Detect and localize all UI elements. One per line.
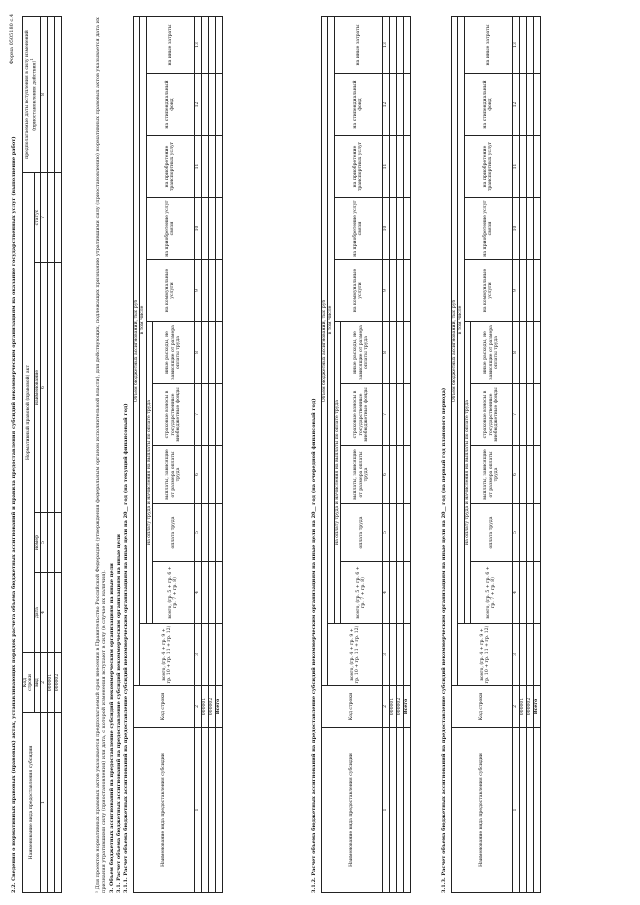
col-4: всего, (гр. 5 + гр. 6 + гр. 7 + гр. 8) (470, 562, 512, 624)
col-date: дата (34, 572, 40, 652)
col-6: выплаты, зависящие от размера оплаты труда (340, 446, 382, 504)
col-5: оплата труда (340, 504, 382, 562)
column-numbers-row: 1 2 4 5 6 7 8 (40, 16, 47, 892)
col-title: наименование (34, 262, 40, 512)
col-10: на приобретение услуг связи (146, 198, 194, 260)
col-name: Наименование вида предоставления субсидии (134, 728, 195, 893)
including: в том числе (328, 16, 334, 623)
col-name: Наименование вида предоставления субсидии (452, 728, 513, 893)
col-12: на стипендиальный фонд (146, 74, 194, 136)
col-9: на коммунальные услуги (334, 260, 382, 322)
col-7: страховые взносы в государственные внебюджетные фонды (152, 384, 194, 446)
col-name: Наименование вида предоставления субсидии (322, 728, 383, 893)
col-4: всего, (гр. 5 + гр. 6 + гр. 7 + гр. 8) (152, 562, 194, 624)
table-row: 000001 (389, 16, 396, 892)
col-period: предполагаемые даты вступления в силу изменений (приостановления действия)$^1$ (23, 16, 41, 172)
col-8: иные расходы, не зависящие от размера оплаты труда (340, 322, 382, 384)
total-row: Всего (403, 16, 410, 892)
col-5: оплата труда (470, 504, 512, 562)
col-10: на приобретение услуг связи (334, 198, 382, 260)
col-11: на приобретение транспортных услуг (146, 136, 194, 198)
col-9: на коммунальные услуги (146, 260, 194, 322)
table-row: 000002 (208, 16, 215, 892)
total-head: Объем бюджетных ассигнований, тыс руб (134, 16, 140, 685)
col-npa: Нормативный правовой (правовой) акт (23, 172, 35, 652)
col-11: на приобретение транспортных услуг (334, 136, 382, 198)
col-name: Наименование вида предоставления субсидии (23, 713, 41, 893)
col-total-all: всего, (гр. 4 + гр. 9 + гр. 10 + гр. 11 + гр. 12) (140, 624, 195, 686)
table-row: 000002 (54, 16, 61, 892)
col-vid: вид (34, 652, 40, 712)
col-12: на стипендиальный фонд (464, 74, 512, 136)
including: в том числе (458, 16, 464, 623)
col-13: на иные затраты (334, 16, 382, 73)
col-5: оплата труда (152, 504, 194, 562)
col-13: на иные затраты (464, 16, 512, 73)
calc-table-3-1-1 (133, 16, 223, 893)
col-9: на коммунальные услуги (464, 260, 512, 322)
calc-table-3-1-2 (321, 16, 411, 893)
footnote: ¹ Для проектов нормативных правовых актов указывается предполагаемый срок внесения в Правительство Российской Федерации (утверждения федеральным органом исполнительной власти), для действующих, подлежащих признанию утратившими силу (приостановлению) нормативных правовых актов указывается дата их признания утратившими силу (приостановления) или дата, с которой изменения вступают в силу (в случае их наличия). (95, 17, 107, 893)
col-10: на приобретение услуг связи (464, 198, 512, 260)
col-8: иные расходы, не зависящие от размера оплаты труда (152, 322, 194, 384)
section-3-1-title: 3.1. Расчет объема бюджетных ассигнований на предоставление субсидий некоммерческим организациям на иные цели (116, 534, 122, 893)
section-3-1-2-title: 3.1.2. Расчет объема бюджетных ассигнований на предоставление субсидий некоммерческим организациям на иные цели на 20__ год (на очередной финансовый год) (311, 398, 317, 893)
col-number: номер (34, 512, 40, 572)
col-code: Код строки (23, 652, 35, 712)
col-code: Код строки (322, 686, 383, 728)
wage-head: на оплату труда и начисления на выплаты по оплате труда (334, 322, 340, 624)
total-row: Всего (215, 16, 222, 892)
wage-head: на оплату труда и начисления на выплаты по оплате труда (146, 322, 152, 624)
total-row: Всего (533, 16, 540, 892)
normative-acts-table (22, 16, 62, 893)
col-8: иные расходы, не зависящие от размера оплаты труда (470, 322, 512, 384)
table-row: 000002 (396, 16, 403, 892)
form-id: Форма 0505180 с.4 (9, 14, 15, 65)
table-row: 000002 (526, 16, 533, 892)
col-7: страховые взносы в государственные внебюджетные фонды (340, 384, 382, 446)
total-head: Объем бюджетных ассигнований, тыс руб (322, 16, 328, 685)
section-3-1-1-title: 3.1.1. Расчет объема бюджетных ассигнований на предоставление субсидий некоммерческим организациям на иные цели на 20__ год (на текущий финансовый год) (123, 403, 129, 893)
col-4: всего, (гр. 5 + гр. 6 + гр. 7 + гр. 8) (340, 562, 382, 624)
section-3-title: 3. Объем бюджетных ассигнований на предоставление субсидий некоммерческим организациям на иные цели (109, 563, 115, 893)
section-2-2-title: 2.2. Сведения о нормативных правовых (правовых) актах, устанавливающих порядок расчета объема бюджетных ассигнований и правила предоставления субсидий некоммерческим организациям на оказание государственных услуг (выполнение работ) (11, 136, 17, 893)
col-total-all: всего, (гр. 4 + гр. 9 + гр. 10 + гр. 11 + гр. 12) (328, 624, 383, 686)
table-row: 000001 (519, 16, 526, 892)
col-code: Код строки (134, 686, 195, 728)
column-numbers-row: 1 2 3 4 5 6 7 8 9 10 11 12 13 (382, 16, 389, 892)
column-numbers-row: 1 2 3 4 5 6 7 8 9 10 11 12 13 (194, 16, 201, 892)
col-13: на иные затраты (146, 16, 194, 73)
including: в том числе (140, 16, 146, 623)
section-3-1-3-title: 3.1.3. Расчет объема бюджетных ассигнований на предоставление субсидий некоммерческим организациям на иные цели на 20__ год (на первый год планового периода) (441, 387, 447, 893)
calc-table-3-1-3 (451, 16, 541, 893)
col-6: выплаты, зависящие от размера оплаты труда (470, 446, 512, 504)
table-row: 000001 (47, 16, 54, 892)
column-numbers-row: 1 2 3 4 5 6 7 8 9 10 11 12 13 (512, 16, 519, 892)
col-7: страховые взносы в государственные внебюджетные фонды (470, 384, 512, 446)
col-status: статус (34, 172, 40, 262)
total-head: Объем бюджетных ассигнований, тыс руб (452, 16, 458, 685)
wage-head: на оплату труда и начисления на выплаты по оплате труда (464, 322, 470, 624)
col-total-all: всего, (гр. 4 + гр. 9 + гр. 10 + гр. 11 + гр. 12) (458, 624, 513, 686)
table-row: 000001 (201, 16, 208, 892)
col-11: на приобретение транспортных услуг (464, 136, 512, 198)
col-code: Код строки (452, 686, 513, 728)
col-6: выплаты, зависящие от размера оплаты труда (152, 446, 194, 504)
col-12: на стипендиальный фонд (334, 74, 382, 136)
